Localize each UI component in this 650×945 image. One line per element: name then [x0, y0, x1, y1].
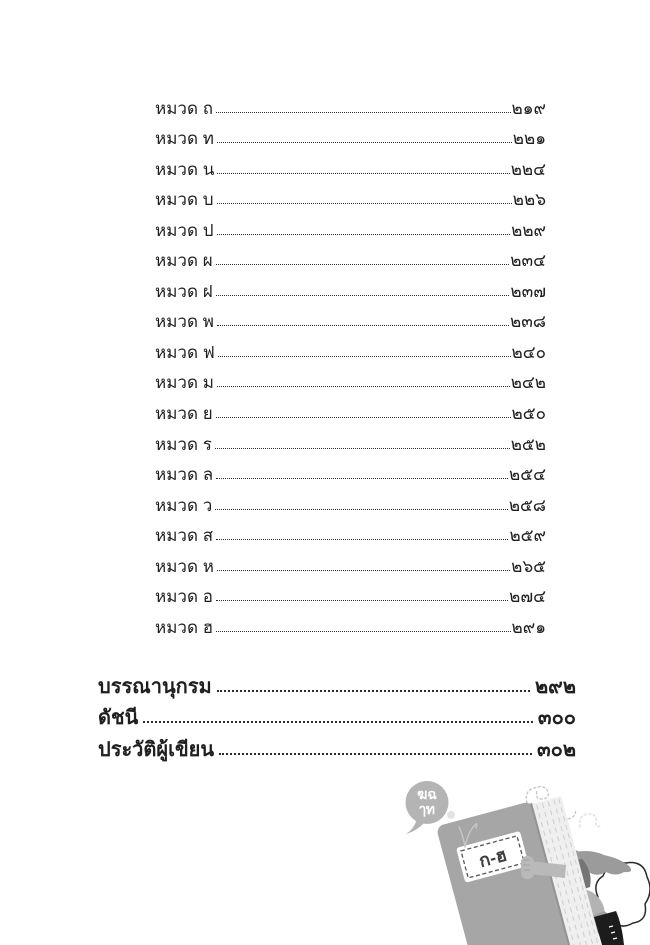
dotted-leader	[217, 570, 510, 571]
dotted-leader	[143, 721, 533, 723]
toc-entry-row	[155, 150, 546, 181]
toc-entry-label: หมวด อ	[155, 587, 213, 607]
bubble-dot	[447, 811, 455, 819]
toc-entry-page-number: ๒๒๑	[512, 129, 546, 149]
back-matter-page-number: ๓๐๐	[537, 707, 576, 730]
dictionary-book	[436, 793, 606, 945]
toc-entry-page-number: ๒๓๘	[510, 312, 546, 332]
toc-entry-page-number: ๒๕๐	[511, 404, 546, 424]
back-matter-label: ประวัติผู้เขียน	[98, 738, 215, 761]
back-matter-page-number: ๒๙๒	[534, 675, 576, 698]
toc-entry-row	[155, 333, 546, 364]
dotted-leader	[216, 539, 508, 540]
toc-entry-label: หมวด ฮ	[155, 617, 214, 637]
toc-entry-row	[155, 303, 546, 334]
toc-entry-label: หมวด บ	[155, 190, 214, 210]
toc-entry-row	[155, 517, 546, 548]
back-matter-label: บรรณานุกรม	[98, 675, 212, 698]
dotted-leader	[217, 234, 511, 235]
dotted-leader	[216, 264, 510, 265]
dotted-leader	[216, 112, 511, 113]
toc-list	[155, 89, 546, 639]
dotted-leader	[215, 448, 510, 449]
book-illustration	[390, 765, 650, 945]
toc-entry-label: หมวด ย	[155, 404, 213, 424]
toc-entry-label: หมวด น	[155, 159, 215, 179]
toc-entry-page-number: ๒๒๙	[511, 220, 546, 240]
toc-entry-row	[155, 394, 546, 425]
book-label-text: ก-ฮ	[476, 844, 509, 872]
toc-entry-label: หมวด ท	[155, 129, 214, 149]
bubble-letters-line1: ฆฉ	[417, 786, 437, 802]
bubble-letters-line2: ๅท	[418, 801, 436, 817]
toc-entry-label: หมวด ล	[155, 465, 214, 485]
back-matter-page-number: ๓๐๒	[536, 738, 576, 761]
toc-entry-label: หมวด ร	[155, 434, 212, 454]
toc-entry-page-number: ๒๕๒	[510, 434, 546, 454]
toc-entry-label: หมวด ส	[155, 526, 214, 546]
dotted-leader	[216, 600, 508, 601]
toc-entry-label: หมวด พ	[155, 312, 214, 332]
back-matter-row	[98, 668, 576, 700]
dotted-leader	[215, 509, 508, 510]
toc-entry-row	[155, 456, 546, 487]
toc-entry-row	[155, 211, 546, 242]
toc-entry-label: หมวด ฝ	[155, 281, 213, 301]
dotted-leader	[217, 173, 509, 174]
toc-entry-label: หมวด ป	[155, 220, 214, 240]
toc-entry-label: หมวด ม	[155, 373, 214, 393]
dotted-leader	[216, 417, 511, 418]
toc-entry-page-number: ๒๓๔	[510, 251, 546, 271]
back-matter-row	[98, 700, 576, 732]
toc-entry-page-number: ๒๒๖	[512, 190, 546, 210]
dotted-leader	[217, 386, 510, 387]
dotted-leader	[216, 295, 510, 296]
dotted-leader	[216, 478, 508, 479]
toc-entry-page-number: ๒๕๔	[509, 465, 546, 485]
back-matter-list	[98, 668, 576, 763]
toc-entry-label: หมวด ฟ	[155, 342, 215, 362]
toc-entry-row	[155, 272, 546, 303]
toc-entry-row	[155, 486, 546, 517]
dotted-leader	[218, 356, 511, 357]
toc-entry-page-number: ๒๔๒	[510, 373, 546, 393]
dotted-leader	[217, 325, 509, 326]
dotted-leader	[216, 631, 510, 632]
toc-entry-label: หมวด ว	[155, 495, 213, 515]
toc-entry-row	[155, 242, 546, 273]
toc-entry-page-number: ๒๒๔	[510, 159, 546, 179]
toc-entry-row	[155, 608, 546, 639]
toc-entry-row	[155, 547, 546, 578]
toc-entry-row	[155, 120, 546, 151]
dotted-leader	[217, 203, 512, 204]
back-matter-label: ดัชนี	[98, 707, 139, 730]
toc-entry-row	[155, 578, 546, 609]
toc-entry-label: หมวด ห	[155, 556, 214, 576]
toc-entry-page-number: ๒๕๘	[508, 495, 546, 515]
toc-entry-page-number: ๒๓๗	[510, 281, 546, 301]
dotted-leader	[219, 753, 532, 755]
toc-entry-page-number: ๒๔๐	[511, 342, 546, 362]
toc-entry-label: หมวด ผ	[155, 251, 213, 271]
toc-entry-row	[155, 89, 546, 120]
toc-entry-row	[155, 425, 546, 456]
toc-entry-page-number: ๒๕๙	[509, 526, 546, 546]
dotted-leader	[217, 142, 512, 143]
toc-entry-page-number: ๒๙๑	[511, 617, 546, 637]
toc-entry-row	[155, 181, 546, 212]
dotted-leader	[217, 690, 530, 692]
toc-entry-page-number: ๒๗๔	[509, 587, 546, 607]
back-matter-row	[98, 731, 576, 763]
toc-entry-page-number: ๒๑๙	[511, 98, 546, 118]
toc-entry-label: หมวด ถ	[155, 98, 214, 118]
toc-entry-page-number: ๒๖๕	[511, 556, 546, 576]
toc-entry-row	[155, 364, 546, 395]
